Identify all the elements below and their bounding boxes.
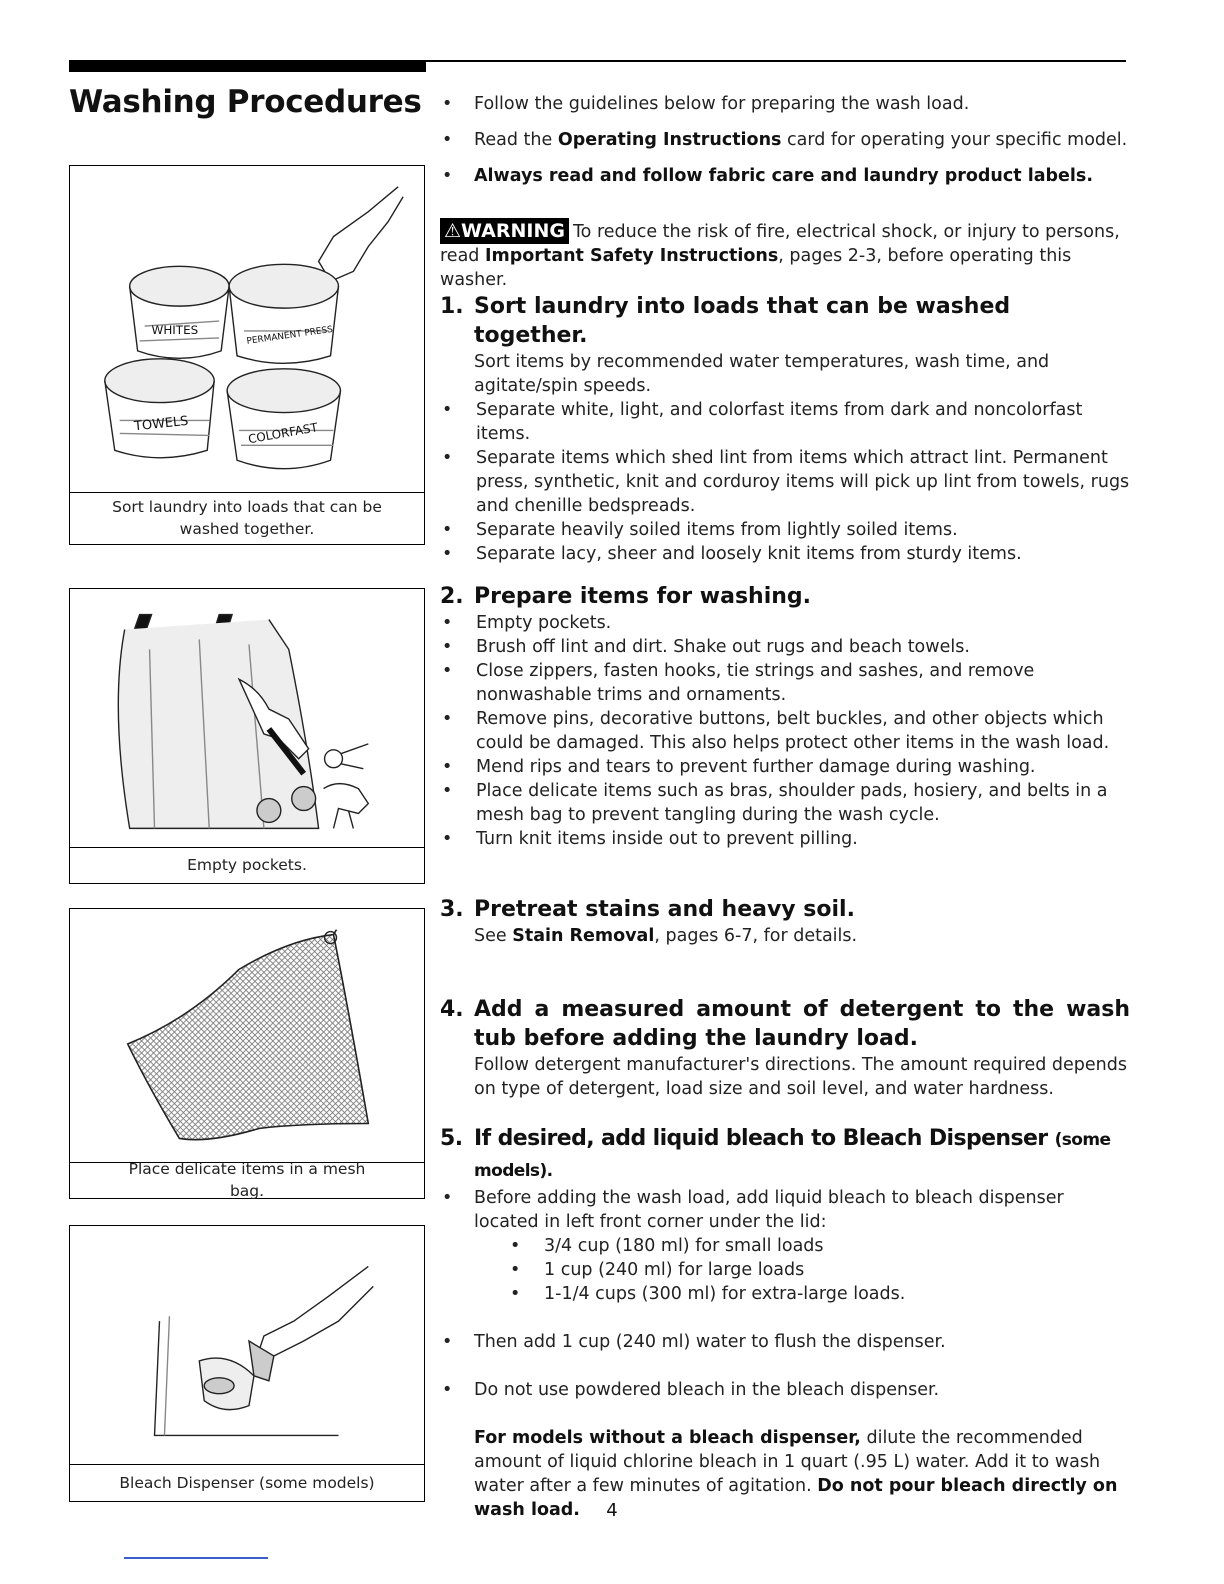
page-title: Washing Procedures (69, 84, 422, 120)
step-heading: 3. Pretreat stains and heavy soil. (440, 897, 855, 922)
sort-laundry-illustration (70, 166, 424, 493)
list-item: • Separate heavily soiled items from lightly soiled items. (440, 518, 1130, 542)
basket-label-whites: WHITES (151, 322, 199, 337)
figure-sort-laundry (69, 165, 425, 545)
list-item: • Do not use powdered bleach in the bleach dispenser. (440, 1378, 1130, 1402)
list-item: • Place delicate items such as bras, shoulder pads, hosiery, and belts in a mesh bag to prevent tangling during the wash cycle. (440, 779, 1130, 827)
step-heading: 4. Add a measured amount of detergent to the wash tub before adding the laundry load. (440, 997, 1130, 1051)
list-item: • 1 cup (240 ml) for large loads (510, 1258, 1130, 1282)
list-item: • Brush off lint and dirt. Shake out rugs and beach towels. (440, 635, 1130, 659)
warning-block: ⚠WARNING To reduce the risk of fire, electrical shock, or injury to persons, read Important Safety Instructions, pages 2-3, before operating this washer. (440, 220, 1120, 290)
warning-triangle-icon: ⚠ (444, 220, 462, 242)
warning-badge: ⚠WARNING (440, 218, 569, 244)
list-item: • Remove pins, decorative buttons, belt buckles, and other objects which could be damaged. This also helps protect other items in the wash load. (440, 707, 1130, 755)
step-2 (440, 582, 1130, 851)
intro-bullets (440, 92, 1130, 188)
footer-rule (124, 1557, 268, 1559)
list-item: • Empty pockets. (440, 611, 1130, 635)
mesh-bag-illustration (70, 909, 424, 1163)
list-item: • Separate lacy, sheer and loosely knit items from sturdy items. (440, 542, 1130, 566)
step-heading: 5. If desired, add liquid bleach to Bleach Dispenser (some models). (440, 1126, 1111, 1181)
figure-caption: Empty pockets. (187, 856, 307, 874)
page-number: 4 (606, 1500, 618, 1521)
figure-mesh-bag (69, 908, 425, 1199)
list-item: • Mend rips and tears to prevent further damage during washing. (440, 755, 1130, 779)
empty-pockets-illustration (70, 589, 424, 848)
step-heading: 1. Sort laundry into loads that can be washed together. (440, 294, 1011, 348)
intro-bullet: • Always read and follow fabric care and laundry product labels. (440, 164, 1130, 188)
intro-bullet: • Read the Operating Instructions card for operating your specific model. (440, 128, 1130, 152)
header-rule-thin (426, 60, 1126, 62)
intro-bullet: • Follow the guidelines below for preparing the wash load. (440, 92, 1130, 116)
list-item: • 3/4 cup (180 ml) for small loads (510, 1234, 1130, 1258)
step-body: See Stain Removal, pages 6-7, for details. (474, 926, 858, 946)
step-5 (440, 1124, 1130, 1522)
figure-caption: Place delicate items in a mesh bag. (128, 1160, 366, 1200)
basket-label-towels: TOWELS (133, 413, 190, 435)
bleach-note: For models without a bleach dispenser, dilute the recommended amount of liquid chlorine bleach in 1 quart (.95 L) water. Add it to wash water after a few minutes of agitation. Do not pour bleach directly on wash load. (474, 1428, 1118, 1520)
step-1 (440, 292, 1130, 566)
list-item: • Before adding the wash load, add liquid bleach to bleach dispenser located in left front corner under the lid: (440, 1186, 1130, 1234)
list-item: • Turn knit items inside out to prevent pilling. (440, 827, 1130, 851)
step-body: Follow detergent manufacturer's directions. The amount required depends on type of detergent, load size and soil level, and water hardness. (474, 1055, 1127, 1099)
step-3 (440, 895, 1130, 948)
list-item: • Then add 1 cup (240 ml) water to flush the dispenser. (440, 1330, 1130, 1354)
list-item: • Separate items which shed lint from items which attract lint. Permanent press, synthetic, knit and corduroy items will pick up lint from towels, rugs and chenille bedspreads. (440, 446, 1130, 518)
figure-bleach-dispenser (69, 1225, 425, 1502)
list-item: • Close zippers, fasten hooks, tie strings and sashes, and remove nonwashable trims and ornaments. (440, 659, 1130, 707)
figure-caption: Bleach Dispenser (some models) (119, 1473, 375, 1492)
step-4 (440, 995, 1130, 1101)
step-body: Sort items by recommended water temperatures, wash time, and agitate/spin speeds. (474, 352, 1050, 396)
bleach-dispenser-illustration (70, 1226, 424, 1465)
step-heading: 2. Prepare items for washing. (440, 584, 812, 609)
figure-empty-pockets (69, 588, 425, 884)
header-rule-thick (69, 60, 426, 72)
list-item: • 1-1/4 cups (300 ml) for extra-large loads. (510, 1282, 1130, 1306)
list-item: • Separate white, light, and colorfast items from dark and noncolorfast items. (440, 398, 1130, 446)
basket-label-permanent-press: PERMANENT PRESS (246, 324, 334, 347)
basket-label-colorfast: COLORFAST (247, 420, 319, 447)
figure-caption: Sort laundry into loads that can be washed together. (112, 498, 382, 538)
